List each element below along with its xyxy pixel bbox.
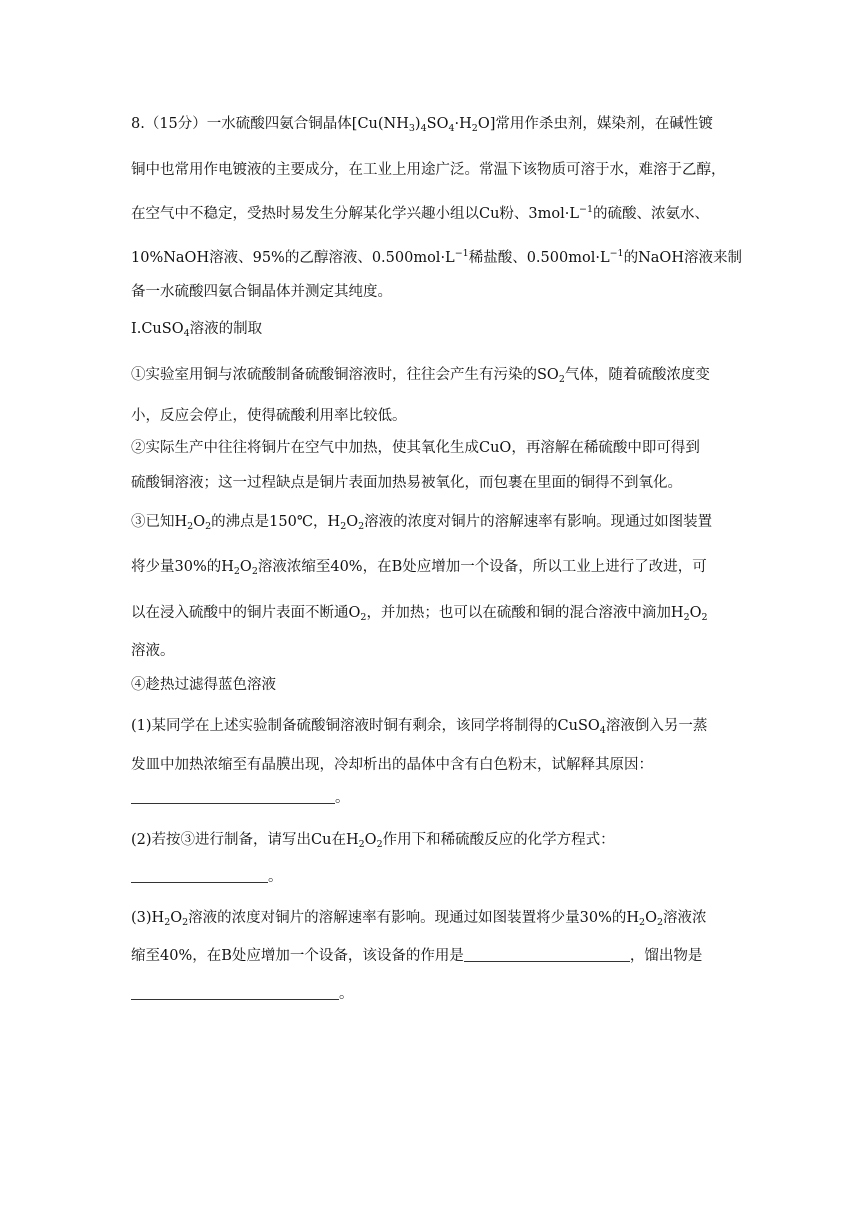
step2-line-2: 硫酸铜溶液；这一过程缺点是铜片表面加热易被氧化，而包裹在里面的铜得不到氧化。 bbox=[131, 475, 682, 491]
intro-line-4: 10%NaOH溶液、95%的乙醇溶液、$0.500mol\cdot L^{-1}$稀盐酸、$0.500mol\cdot L^{-1}$的NaOH溶液来制 bbox=[131, 248, 742, 266]
answer-blank[interactable] bbox=[464, 947, 630, 962]
step1-line-2: 小，反应会停止，使得硫酸利用率比较低。 bbox=[131, 408, 407, 424]
q3-line-2 bbox=[131, 945, 702, 967]
step3-line-3: 以在浸入硫酸中的铜片表面不断通$O_2$，并加热；也可以在硫酸和铜的混合溶液中滴加$H_2O_2$ bbox=[131, 605, 708, 623]
q1-line-1: (1)某同学在上述实验制备硫酸铜溶液时铜有剩余，该同学将制得的CuSO$_4$溶液倒入另一蒸 bbox=[131, 718, 708, 736]
answer-blank[interactable] bbox=[131, 789, 335, 804]
q1-line-2: 发皿中加热浓缩至有晶膜出现，冷却析出的晶体中含有白色粉末，试解释其原因： bbox=[131, 757, 653, 773]
q2-end-punct: 。 bbox=[268, 869, 283, 885]
step3-line-1: ③已知$H_2O_2$的沸点是150℃，$H_2O_2$溶液的浓度对铜片的溶解速率有影响。现通过如图装置 bbox=[131, 514, 713, 532]
q2-line-2 bbox=[131, 866, 283, 888]
step3-line-2: 将少量30%的$H_2O_2$溶液浓缩至40%，在B处应增加一个设备，所以工业上进行了改进，可 bbox=[131, 559, 707, 577]
intro-line-5: 备一水硫酸四氨合铜晶体并测定其纯度。 bbox=[131, 284, 392, 300]
section-title: I.CuSO$_4$溶液的制取 bbox=[131, 321, 263, 339]
answer-blank[interactable] bbox=[131, 985, 339, 1000]
q1-end-punct: 。 bbox=[335, 790, 350, 806]
step2-line-1: ②实际生产中往往将铜片在空气中加热，使其氧化生成CuO，再溶解在稀硫酸中即可得到 bbox=[131, 440, 700, 456]
q1-line-3 bbox=[131, 787, 350, 809]
answer-blank[interactable] bbox=[131, 868, 268, 883]
intro-line-3: 在空气中不稳定，受热时易发生分解某化学兴趣小组以Cu粉、$3mol\cdot L^{-1}$的硫酸、浓氨水、 bbox=[131, 204, 710, 222]
intro-line-1: 8.（15分）一水硫酸四氨合铜晶体$[Cu(NH_3)_4SO_4\cdot H_2O]$常用作杀虫剂，媒染剂，在碱性镀 bbox=[131, 116, 713, 134]
step3-line-4: 溶液。 bbox=[131, 643, 175, 659]
q3-text-a: 缩至40%，在B处应增加一个设备，该设备的作用是 bbox=[131, 948, 464, 964]
q3-line-3 bbox=[131, 983, 354, 1005]
step1-line-1: ①实验室用铜与浓硫酸制备硫酸铜溶液时，往往会产生有污染的$SO_2$气体，随着硫酸浓度变 bbox=[131, 367, 710, 385]
step4-line: ④趁热过滤得蓝色溶液 bbox=[131, 677, 276, 693]
q3-line-1: $(3)H_2O_2$溶液的浓度对铜片的溶解速率有影响。现通过如图装置将少量30%的$H_2O_2$溶液浓 bbox=[131, 910, 707, 928]
intro-line-2: 铜中也常用作电镀液的主要成分，在工业上用途广泛。常温下该物质可溶于水，难溶于乙醇， bbox=[131, 162, 726, 178]
q2-line-1: (2)若按③进行制备，请写出Cu在$H_2O_2$作用下和稀硫酸反应的化学方程式： bbox=[131, 832, 615, 850]
q3-text-b: ，馏出物是 bbox=[629, 948, 703, 964]
q3-end-punct: 。 bbox=[339, 986, 354, 1002]
